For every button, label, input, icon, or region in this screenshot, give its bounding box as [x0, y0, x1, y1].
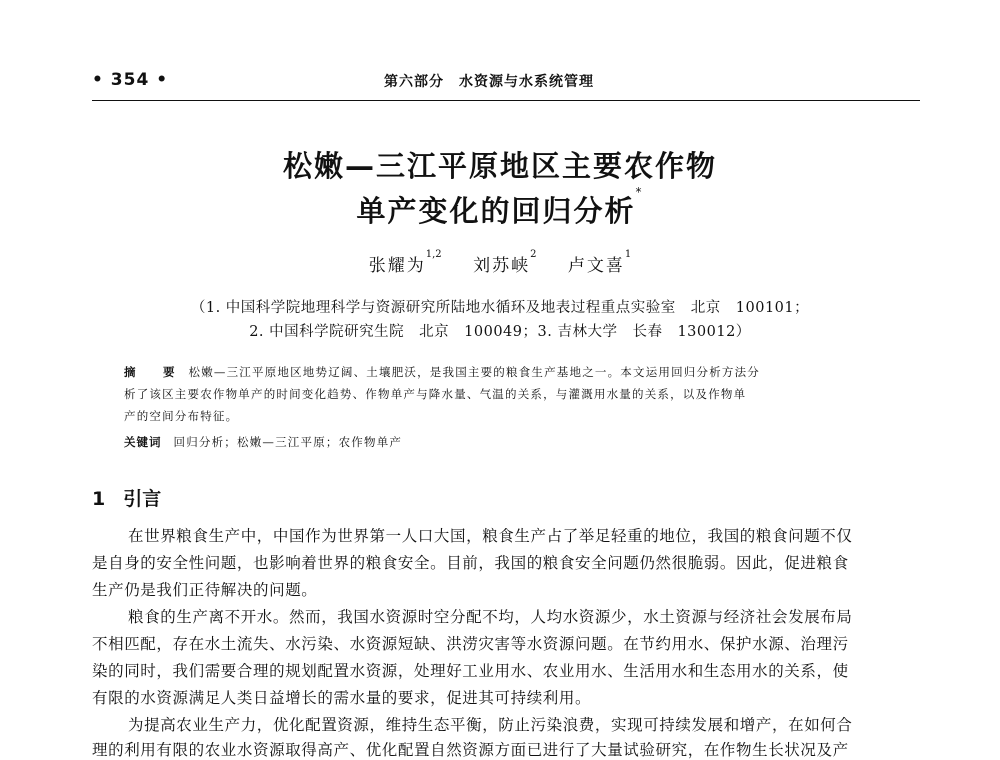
- paper-title-line-1: [0, 144, 1000, 185]
- section-number: 1: [92, 488, 106, 510]
- affiliation-line-1: （1. 中国科学院地理科学与资源研究所陆地水循环及地表过程重点实验室 北京 100101；: [190, 300, 810, 316]
- abstract-line-2: 析了该区主要农作物单产的时间变化趋势、作物单产与降水量、气温的关系，与灌溉用水量的关系，以及作物单: [124, 387, 747, 401]
- author-list: [0, 251, 1000, 276]
- author-name: 张耀为: [368, 256, 426, 276]
- header-rule: [92, 100, 920, 101]
- body-line: 不相匹配，存在水土流失、水污染、水资源短缺、洪涝灾害等水资源问题。在节约用水、保护水源、治理污: [92, 635, 849, 653]
- title-text-2: 单产变化的回归分析: [356, 194, 636, 228]
- abstract-line-3: 产的空间分布特征。: [124, 409, 239, 423]
- body-line: 染的同时，我们需要合理的规划配置水资源，处理好工业用水、农业用水、生活用水和生态用水的关系，使: [92, 662, 849, 680]
- running-header: [92, 70, 920, 96]
- abstract-text: 松嫩—三江平原地区地势辽阔、土壤肥沃，是我国主要的粮食生产基地之一。本文运用回归分析方法分: [188, 365, 760, 379]
- keywords-text: 回归分析；松嫩—三江平原；农作物单产: [173, 435, 403, 449]
- body-line: 在世界粮食生产中，中国作为世界第一人口大国，粮食生产占了举足轻重的地位，我国的粮食问题不仅: [128, 527, 853, 545]
- author-name: 卢文喜: [567, 256, 625, 276]
- affiliation-line-2: 2. 中国科学院研究生院 北京 100049；3. 吉林大学 长春 130012）: [249, 324, 751, 340]
- author-affil-mark: 1,2: [425, 249, 442, 260]
- body-line: 粮食的生产离不开水。然而，我国水资源时空分配不均，人均水资源少，水土资源与经济社会发展布局: [128, 608, 853, 626]
- keywords-label: 关键词: [124, 435, 162, 449]
- author: [567, 249, 632, 276]
- author: [368, 249, 442, 276]
- keywords-line: [124, 431, 894, 453]
- author-affil-mark: 2: [530, 249, 537, 260]
- author: [473, 249, 537, 276]
- author-affil-mark: 1: [624, 249, 632, 260]
- body-line: 理的利用有限的农业水资源取得高产、优化配置自然资源方面已进行了大量试验研究，在作物生长状况及产: [92, 741, 849, 759]
- page-number: • 354 •: [92, 70, 169, 90]
- abstract-label: 摘 要: [124, 365, 183, 379]
- body-line: 为提高农业生产力，优化配置资源，维持生态平衡，防止污染浪费，实现可持续发展和增产，在如何合: [128, 716, 853, 734]
- body-line: 是自身的安全性问题，也影响着世界的粮食安全。目前，我国的粮食安全问题仍然很脆弱。因此，促进粮食: [92, 554, 849, 572]
- section-title: 引言: [123, 488, 162, 510]
- abstract-line-1: [124, 361, 894, 383]
- title-text-1: 松嫩—三江平原地区主要农作物: [282, 149, 717, 183]
- paper-title-line-2: [0, 185, 1000, 230]
- running-section-title: 第六部分 水资源与水系统管理: [384, 74, 594, 90]
- body-line: 有限的水资源满足人类日益增长的需水量的要求，促进其可持续利用。: [92, 689, 592, 707]
- body-line: 生产仍是我们正待解决的问题。: [92, 581, 318, 599]
- section-heading-intro: [92, 484, 161, 511]
- author-name: 刘苏峡: [473, 256, 531, 276]
- title-footnote-mark: *: [635, 185, 644, 199]
